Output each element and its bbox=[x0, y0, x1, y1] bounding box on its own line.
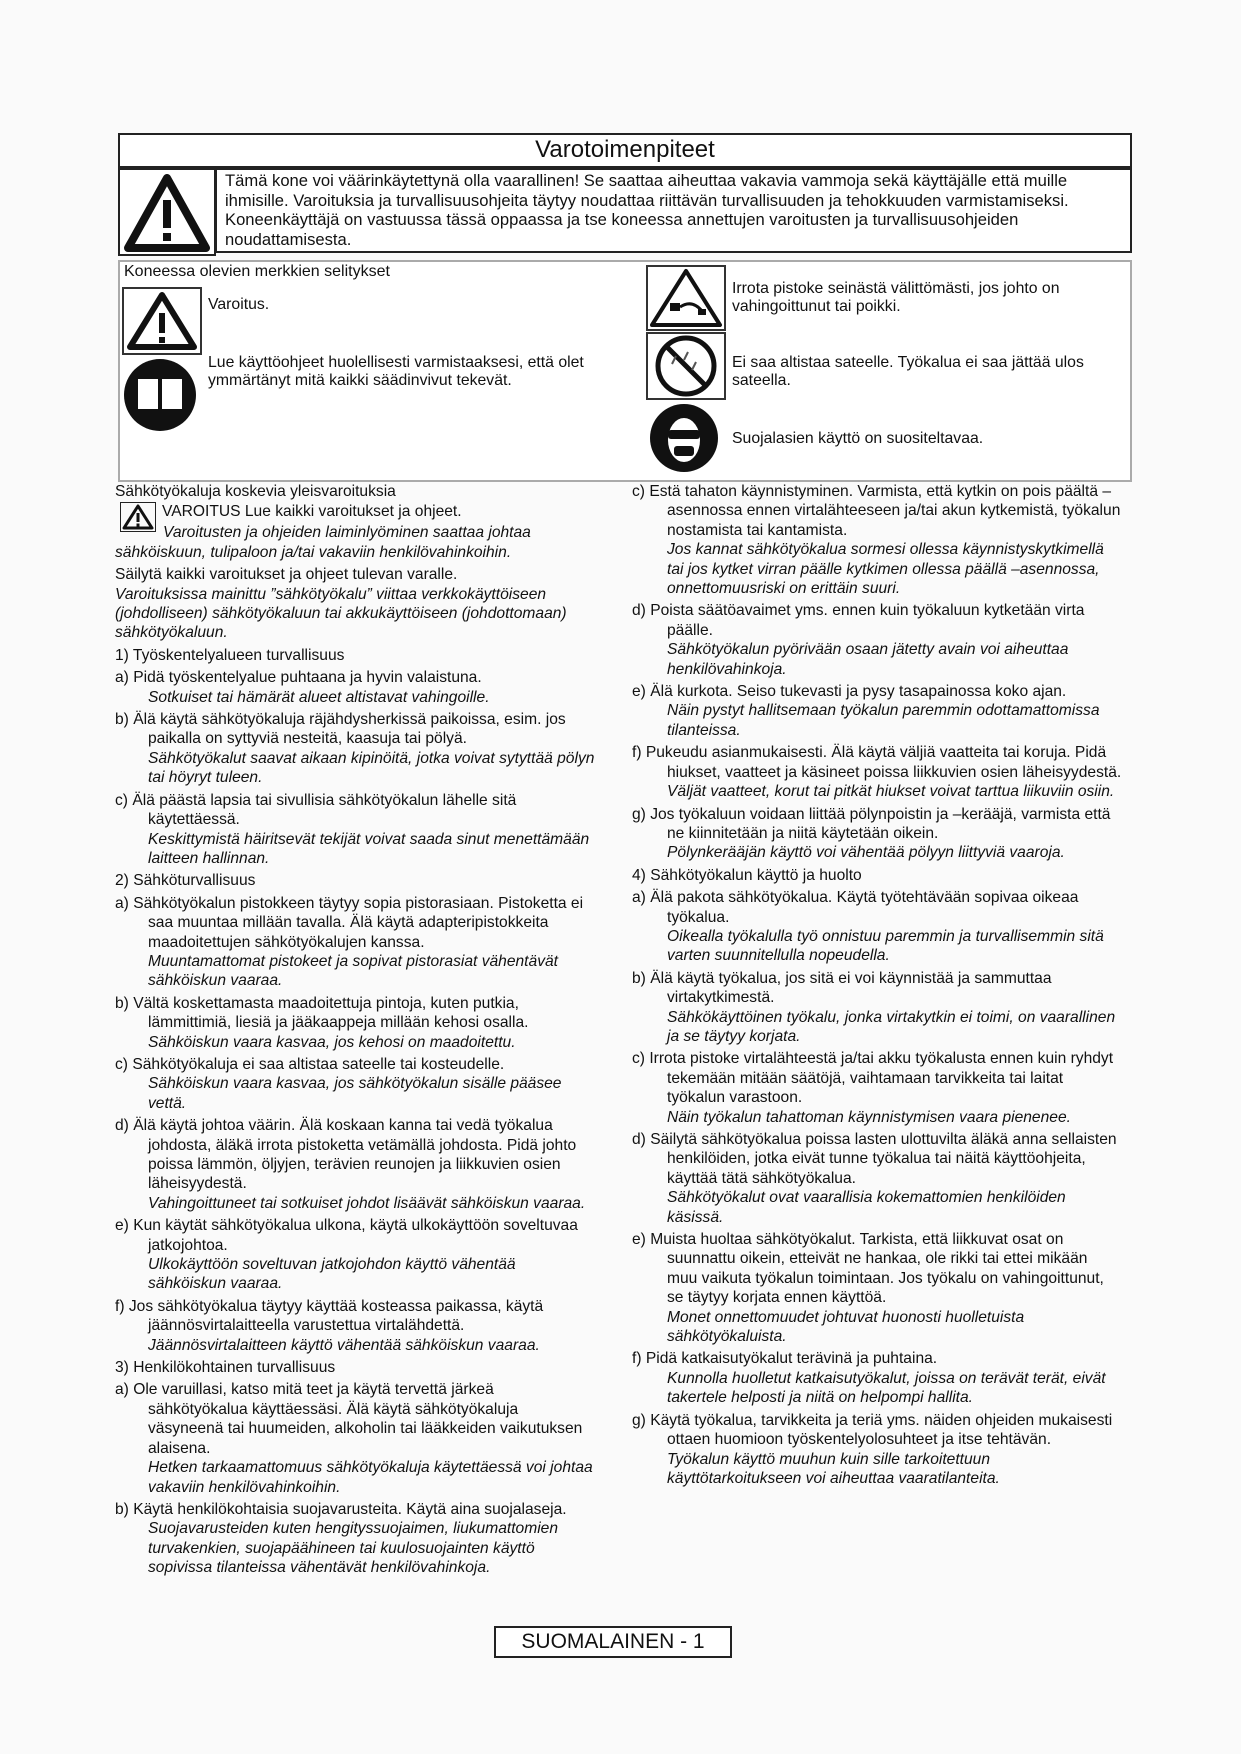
item-3e: e) Älä kurkota. Seiso tukevasti ja pysy tasapainossa koko ajan. bbox=[632, 683, 1067, 701]
item-4g: g) Käytä työkalua, tarvikkeita ja teriä yms. näiden ohjeiden mukaisesti ottaen huomioon työskentelyolosuhteet ja itse tehtävän. bbox=[632, 1411, 1113, 1449]
unplug-warning-icon bbox=[646, 265, 726, 331]
item-2c-italic: Sähköiskun vaara kasvaa, jos sähkötyökalun sisälle pääsee vettä. bbox=[148, 1075, 562, 1112]
item-2d: d) Älä käytä johtoa väärin. Älä koskaan kanna tai vedä työkalua johdosta, äläkä irrota pistoketta vetämällä johdosta. Pidä johto poissa lämmön, öljyjen, terävien reunojen ja liikkuvien osien läheisyydestä. bbox=[115, 1117, 577, 1193]
page-title: Varotoimenpiteet bbox=[118, 133, 1132, 168]
item-4a: a) Älä pakota sähkötyökalua. Käytä työtehtävään sopivaa oikeaa työkalua. bbox=[632, 889, 1079, 926]
item-2a-italic: Muuntamattomat pistokeet ja sopivat pistorasiat vähentävät sähköiskun vaaraa. bbox=[148, 952, 558, 990]
item-3b: b) Käytä henkilökohtaisia suojavarusteita. Käytä aina suojalaseja. bbox=[115, 1500, 567, 1518]
item-3d: d) Poista säätöavaimet yms. ennen kuin työkaluun kytketään virta päälle. bbox=[632, 602, 1085, 639]
keep-instructions: Säilytä kaikki varoitukset ja ohjeet tulevan varalle. bbox=[115, 566, 458, 584]
item-4b: b) Älä käytä työkalua, jos sitä ei voi käynnistää ja sammuttaa virtakytkimestä. bbox=[632, 969, 1052, 1007]
item-4d-italic: Sähkötyökalut ovat vaarallisia kokemattomien henkilöiden käsissä. bbox=[667, 1189, 1066, 1226]
item-2a: a) Sähkötyökalun pistokkeen täytyy sopia pistorasiaan. Pistoketta ei saa muuntaa millään tavalla. Älä käytä adapteripistokkeita maadoitettujen sähkötyökalujen kanssa. bbox=[115, 894, 584, 951]
item-1c-italic: Keskittymistä häiritsevät tekijät voivat saada sinut menettämään laitteen hallinnan. bbox=[148, 830, 590, 867]
item-2c: c) Sähkötyökaluja ei saa altistaa sateelle tai kosteudelle. bbox=[115, 1055, 505, 1073]
item-3g: g) Jos työkaluun voidaan liittää pölynpoistin ja –kerääjä, varmista että ne kiinnitetään ja niitä käytetään oikein. bbox=[632, 805, 1111, 842]
item-4e-italic: Monet onnettomuudet johtuvat huonosti huolletuista sähkötyökaluista. bbox=[667, 1308, 1025, 1346]
item-3e-italic: Näin pystyt hallitsemaan työkalun paremmin odottamattomissa tilanteissa. bbox=[667, 702, 1100, 739]
warning-lead-text: VAROITUS Lue kaikki varoitukset ja ohjeet. bbox=[162, 503, 462, 521]
section-4-heading: 4) Sähkötyökalun käyttö ja huolto bbox=[632, 866, 862, 884]
right-column bbox=[632, 482, 1122, 1488]
manual-book-icon bbox=[122, 357, 198, 433]
item-2b: b) Vältä koskettamasta maadoitettuja pintoja, kuten putkia, lämmittimiä, liesiä ja jääkaappeja millään kehosi osalla. bbox=[115, 994, 529, 1032]
symbol-text-goggles: Suojalasien käyttö on suositeltavaa. bbox=[732, 430, 984, 447]
symbol-text-warning: Varoitus. bbox=[208, 296, 270, 313]
item-4e: e) Muista huoltaa sähkötyökalut. Tarkista, että liikkuvat osat on suunnattu oikein, etteivät ne hankaa, ole rikki tai ettei mikään muu vaikuta työkalun toimintaan. Jos työkalu on vahingoittunut, se täytyy korjata ennen käyttöä. bbox=[632, 1231, 1104, 1307]
warning-triangle-icon bbox=[122, 287, 202, 355]
item-3a: a) Ole varuillasi, katso mitä teet ja käytä tervettä järkeä sähkötyökalua käyttäessäsi. Älä käytä sähkötyökaluja väsyneenä tai huumeiden, alkoholin tai lääkkeiden vaikutuksen alaisena. bbox=[115, 1381, 583, 1457]
item-4b-italic: Sähkökäyttöinen työkalu, jonka virtakytkin ei toimi, on vaarallinen ja se täytyy korjata. bbox=[667, 1008, 1116, 1045]
item-2b-italic: Sähköiskun vaara kasvaa, jos kehosi on maadoitettu. bbox=[148, 1033, 516, 1051]
item-3f: f) Pukeudu asianmukaisesti. Älä käytä väljiä vaatteita tai koruja. Pidä hiukset, vaatteet ja käsineet poissa liikkuvien osien läheisyydestä. bbox=[632, 744, 1122, 781]
no-rain-icon bbox=[646, 332, 726, 400]
item-2e-italic: Ulkokäyttöön soveltuvan jatkojohdon käyttö vähentää sähköiskun vaaraa. bbox=[148, 1256, 516, 1293]
item-3a-italic: Hetken tarkaamattomuus sähkötyökaluja käytettäessä voi johtaa vakaviin henkilövahinkoihin. bbox=[148, 1459, 593, 1496]
symbol-text-manual: Lue käyttöohjeet huolellisesti varmistaaksesi, että olet ymmärtänyt mitä kaikki säädinvivut tekevät. bbox=[208, 354, 584, 389]
warning-triangle-icon bbox=[118, 168, 216, 256]
keep-italic: Varoituksissa mainittu ”sähkötyökalu” viittaa verkkokäyttöiseen (johdolliseen) sähkötyökaluun tai akkukäyttöiseen (johdottomaan) sähkötyökaluun. bbox=[115, 585, 567, 642]
item-3f-italic: Väljät vaatteet, korut tai pitkät hiukset voivat tarttua liikuviin osiin. bbox=[667, 783, 1115, 801]
symbol-text-unplug: Irrota pistoke seinästä välittömästi, jos johto on vahingoittunut tai poikki. bbox=[732, 280, 1060, 315]
item-4f-italic: Kunnolla huolletut katkaisutyökalut, joissa on terävät terät, eivät takertele helposti ja niitä on helpompi hallita. bbox=[667, 1369, 1106, 1407]
section-1-heading: 1) Työskentelyalueen turvallisuus bbox=[115, 646, 345, 664]
symbols-heading: Koneessa olevien merkkien selitykset bbox=[124, 263, 390, 280]
page-footer: SUOMALAINEN - 1 bbox=[494, 1626, 732, 1658]
item-3c: c) Estä tahaton käynnistyminen. Varmista, että kytkin on pois päältä –asennossa ennen virtalähteeseen ja/tai akun kytkemistä, työkalun nostamista tai kantamista. bbox=[632, 483, 1121, 539]
eye-protection-icon bbox=[646, 402, 722, 474]
item-3b-italic: Suojavarusteiden kuten hengityssuojaimen, liukumattomien turvakenkien, suojapäähineen tai kuulosuojainten käyttö sopivissa tilanteissa vähentävät henkilövahinkoja. bbox=[148, 1520, 559, 1577]
item-4g-italic: Työkalun käyttö muuhun kuin sille tarkoitettuun käyttötarkoitukseen voi aiheuttaa vaaratilanteita. bbox=[667, 1450, 1000, 1487]
symbol-text-rain: Ei saa altistaa sateelle. Työkalua ei saa jättää ulos sateella. bbox=[732, 354, 1084, 389]
item-1a: a) Pidä työskentelyalue puhtaana ja hyvin valaistuna. bbox=[115, 669, 482, 687]
item-1b: b) Älä käytä sähkötyökaluja räjähdysherkissä paikoissa, esim. jos paikalla on syttyviä nesteitä, kaasuja tai pölyä. bbox=[115, 711, 566, 748]
left-column bbox=[115, 482, 595, 1578]
intro-text: Tämä kone voi väärinkäytettynä olla vaarallinen! Se saattaa aiheuttaa vakavia vammoja sekä käyttäjälle että muille ihmisille. Varoituksia ja turvallisuusohjeita täytyy noudattaa riittävän turvallisuuden ja tehokkuuden varmistamiseksi. Koneenkäyttäjä on vastuussa tässä oppaassa ja tse koneessa annettujen varoitusten ja turvallisuusohjeiden noudattamisesta. bbox=[215, 168, 1132, 253]
warning-triangle-icon bbox=[120, 502, 156, 532]
item-4f: f) Pidä katkaisutyökalut terävinä ja puhtaina. bbox=[632, 1350, 938, 1368]
item-4d: d) Säilytä sähkötyökalua poissa lasten ulottuvilta äläkä anna sellaisten henkilöiden, jotka eivät tunne työkalua tai näitä käyttöohjeita, käyttää tätä sähkötyökalua. bbox=[632, 1131, 1117, 1187]
item-2d-italic: Vahingoittuneet tai sotkuiset johdot lisäävät sähköiskun vaaraa. bbox=[148, 1194, 586, 1212]
section-2-heading: 2) Sähköturvallisuus bbox=[115, 872, 256, 890]
item-3d-italic: Sähkötyökalun pyörivään osaan jätetty avain voi aiheuttaa henkilövahinkoja. bbox=[667, 641, 1069, 678]
item-3g-italic: Pölynkerääjän käyttö voi vähentää pölyyn liittyviä vaaroja. bbox=[667, 844, 1065, 862]
symbols-panel bbox=[118, 260, 1132, 482]
section-title: Sähkötyökaluja koskevia yleisvaroituksia bbox=[115, 483, 396, 500]
item-2e: e) Kun käytät sähkötyökalua ulkona, käytä ulkokäyttöön soveltuvaa jatkojohtoa. bbox=[115, 1217, 578, 1254]
item-3c-italic: Jos kannat sähkötyökalua sormesi ollessa käynnistyskytkimellä tai jos kytket virran päälle kytkimen ollessa päällä –asennossa, onnettomuusriski on erittäin suuri. bbox=[667, 541, 1104, 598]
item-4c-italic: Näin työkalun tahattoman käynnistymisen vaara pienenee. bbox=[667, 1108, 1071, 1126]
item-4c: c) Irrota pistoke virtalähteestä ja/tai akku työkalusta ennen kuin ryhdyt tekemään mitään säätöjä, vaihtamaan tarvikkeita tai laitat työkalun varastoon. bbox=[632, 1050, 1114, 1107]
section-3-heading: 3) Henkilökohtainen turvallisuus bbox=[115, 1359, 336, 1377]
item-1a-italic: Sotkuiset tai hämärät alueet altistavat vahingoille. bbox=[148, 688, 490, 706]
item-1b-italic: Sähkötyökalut saavat aikaan kipinöitä, jotka voivat sytyttää pölyn tai höyryt tuleen. bbox=[148, 749, 595, 787]
item-1c: c) Älä päästä lapsia tai sivullisia sähkötyökalun lähelle sitä käytettäessä. bbox=[115, 791, 517, 829]
warning-lead-italic: Varoitusten ja ohjeiden laiminlyöminen saattaa johtaa sähköiskuun, tulipaloon ja/tai vakaviin henkilövahinkoihin. bbox=[115, 524, 531, 561]
item-2f-italic: Jäännösvirtalaitteen käyttö vähentää sähköiskun vaaraa. bbox=[148, 1336, 540, 1354]
item-4a-italic: Oikealla työkalulla työ onnistuu paremmin ja turvallisemmin sitä varten suunnitellulla nopeudella. bbox=[667, 927, 1104, 965]
item-2f: f) Jos sähkötyökalua täytyy käyttää kosteassa paikassa, käytä jäännösvirtalaitteella varustettua virtalähdettä. bbox=[115, 1297, 544, 1335]
